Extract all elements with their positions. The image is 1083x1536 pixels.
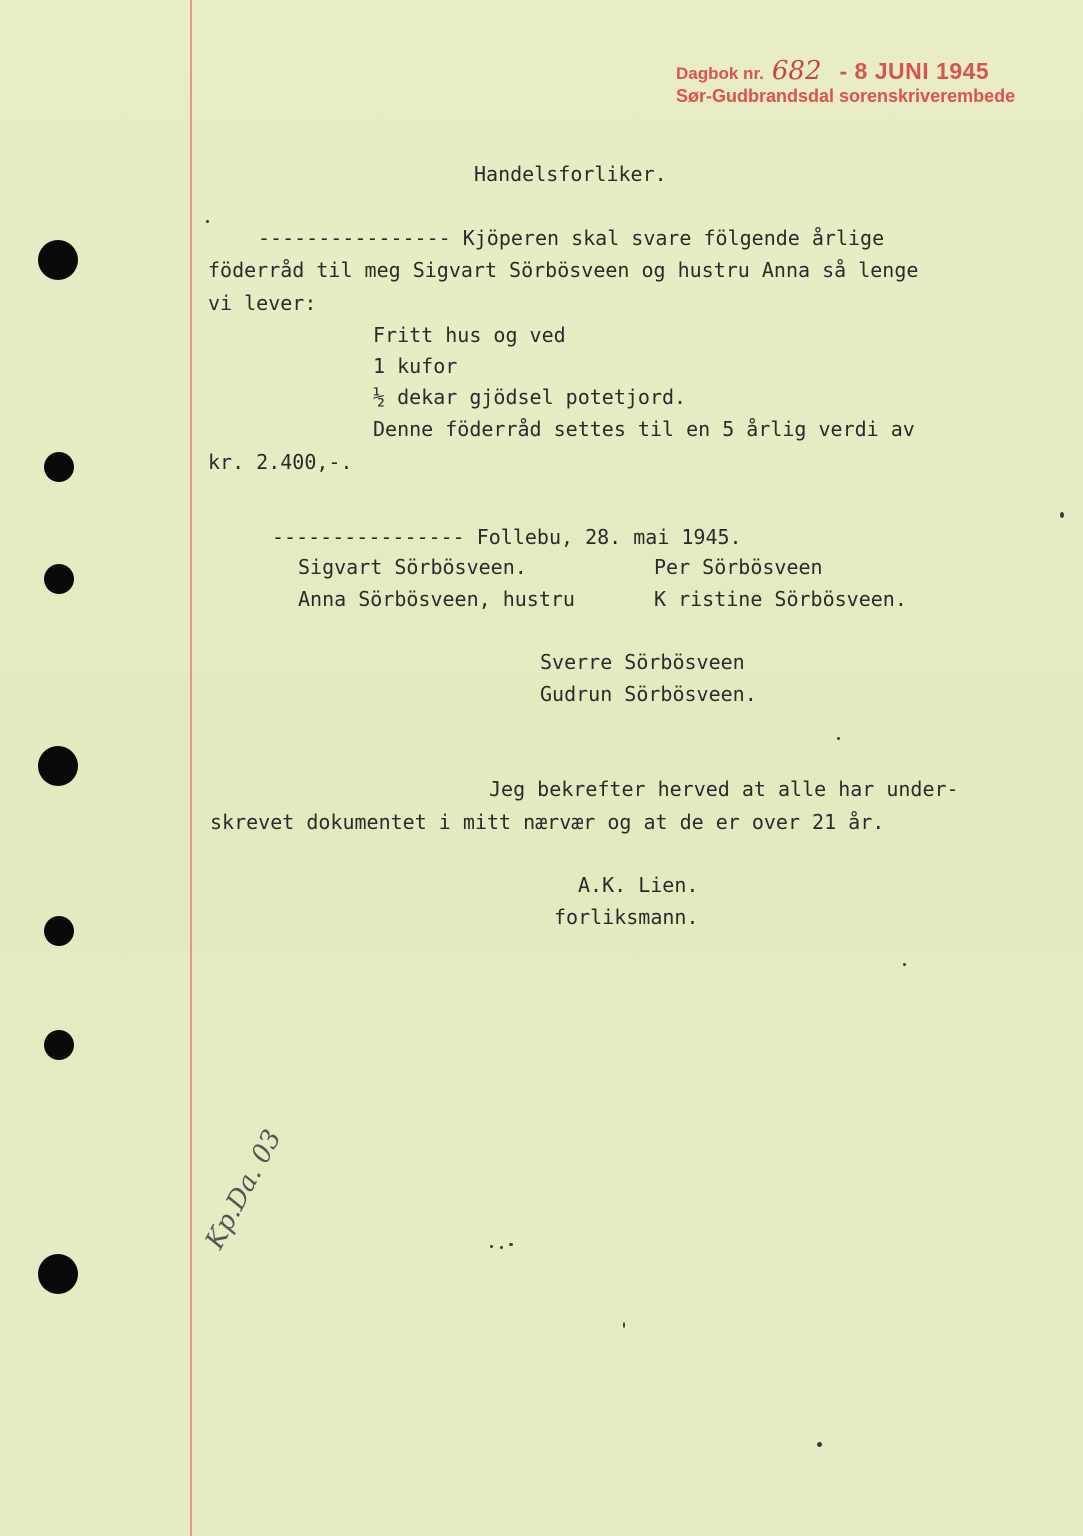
signature-name: Anna Sörbösveen, hustru: [298, 587, 575, 611]
punch-hole: [44, 564, 74, 594]
valuation-line: Denne föderråd settes til en 5 årlig verdi av: [373, 417, 915, 441]
ink-speck: [903, 963, 906, 966]
ink-speck: [206, 220, 209, 223]
ink-speck: [490, 1245, 493, 1248]
ink-speck: [500, 1246, 503, 1249]
handwritten-note: Kp.Da. 03: [200, 1124, 288, 1255]
stamp-date: - 8 JUNI 1945: [839, 58, 990, 84]
signature-name: K ristine Sörbösveen.: [654, 587, 907, 611]
punch-hole: [38, 746, 78, 786]
signature-name: Sverre Sörbösveen: [540, 650, 745, 674]
stamp-number: 682: [771, 56, 822, 86]
punch-hole: [38, 240, 78, 280]
stamp-label: Dagbok nr.: [676, 64, 764, 83]
valuation-line: kr. 2.400,-.: [208, 450, 353, 474]
stamp-office: Sør-Gudbrandsdal sorenskriverembede: [676, 86, 1016, 106]
place-date: ---------------- Follebu, 28. mai 1945.: [272, 525, 742, 549]
margin-line: [190, 0, 192, 1536]
ink-speck: [623, 1322, 625, 1328]
ink-speck: [837, 737, 840, 740]
mediator-name: A.K. Lien.: [578, 873, 699, 897]
signature-name: Per Sörbösveen: [654, 555, 823, 579]
punch-hole: [44, 1030, 74, 1060]
paragraph-line: ---------------- Kjöperen skal svare fölgende årlige: [258, 226, 885, 250]
paragraph-line: vi lever:: [208, 291, 317, 315]
confirmation-line: Jeg bekrefter herved at alle har under-: [489, 777, 959, 801]
ink-speck: [817, 1442, 822, 1447]
punch-hole: [38, 1254, 78, 1294]
paragraph-line: föderråd til meg Sigvart Sörbösveen og hustru Anna så lenge: [208, 258, 919, 282]
registry-stamp: [676, 56, 989, 86]
document-title: Handelsforliker.: [474, 162, 667, 186]
list-item: Fritt hus og ved: [373, 323, 566, 347]
punch-hole: [44, 916, 74, 946]
confirmation-line: skrevet dokumentet i mitt nærvær og at de er over 21 år.: [210, 810, 885, 834]
ink-speck: [509, 1243, 513, 1246]
mediator-title: forliksmann.: [554, 905, 699, 929]
punch-hole: [44, 452, 74, 482]
signature-name: Sigvart Sörbösveen.: [298, 555, 527, 579]
ink-speck: [1060, 512, 1064, 518]
list-item: ½ dekar gjödsel potetjord.: [373, 385, 687, 409]
signature-name: Gudrun Sörbösveen.: [540, 682, 757, 706]
list-item: 1 kufor: [373, 354, 458, 378]
